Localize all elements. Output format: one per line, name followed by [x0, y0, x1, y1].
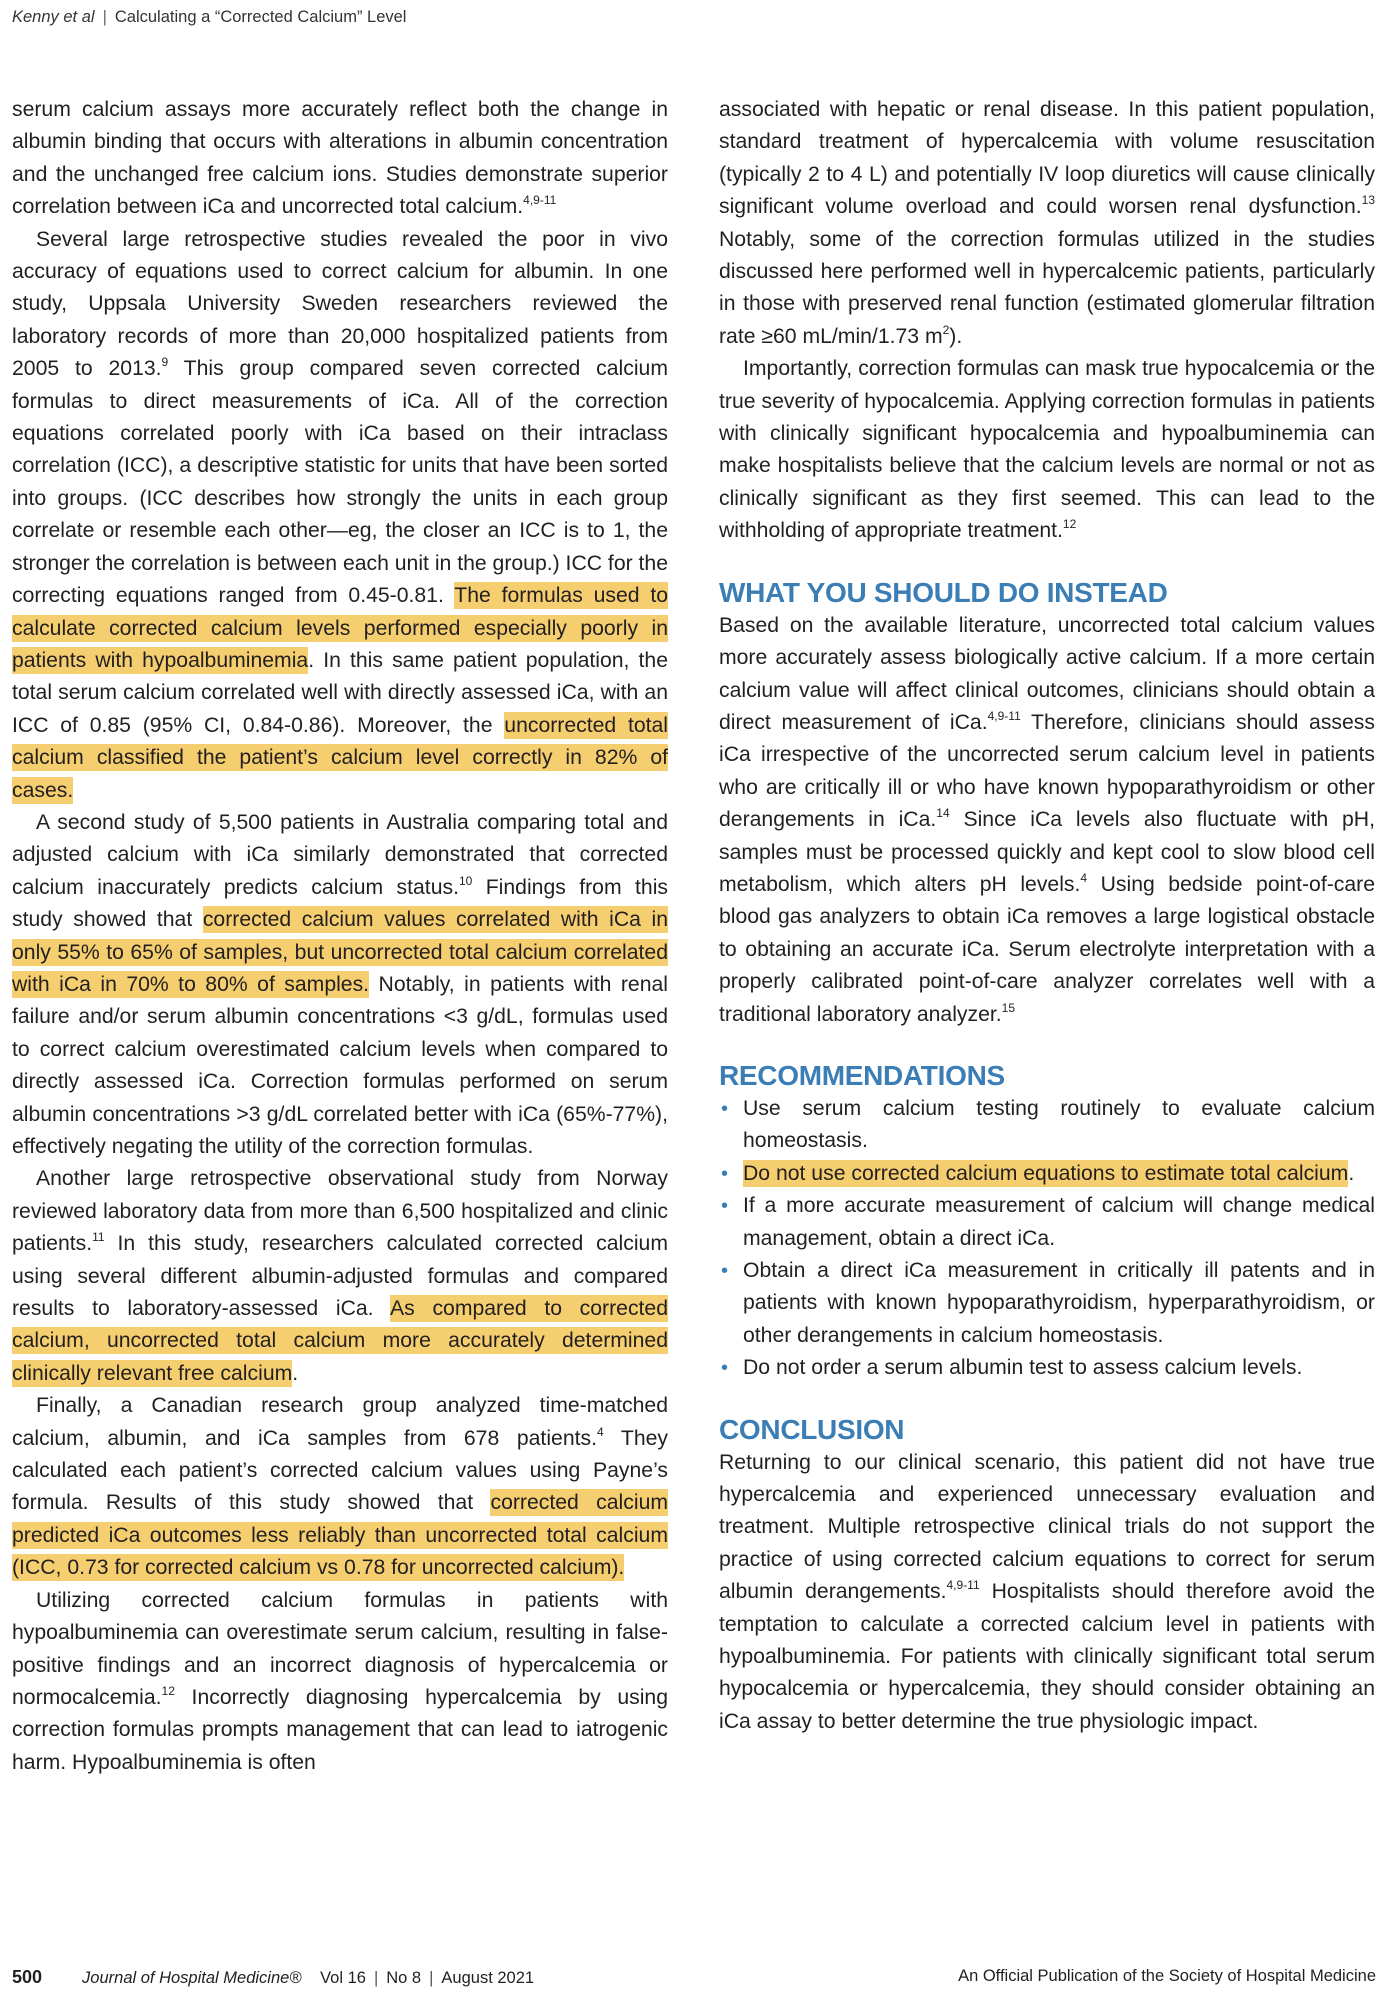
bullet-icon: • [721, 1357, 729, 1380]
highlighted-text: Do not use corrected calcium equations to estimate total calcium [743, 1161, 1349, 1185]
paragraph: A second study of 5,500 patients in Australia comparing total and adjusted calcium with iCa similarly demonstrated that corrected calcium inaccurately predicts calcium status.$^{10}$ Findings from this study showed that corrected calcium values correlated with iCa in only 55% to 65% of samples, but uncorrected total calcium correlated with iCa in 70% to 80% of samples. Notably, in patients with renal failure and/or serum albumin concentrations <3 g/dL, formulas used to correct calcium overestimated calcium levels when compared to directly assessed iCa. Correction formulas performed on serum albumin concentrations >3 g/dL correlated better with iCa (65%-77%), effectively negating the utility of the correction formulas. [12, 810, 669, 1158]
highlighted-text: uncorrected total calcium classified the patient’s calcium level correctly in 82% of cases. [12, 713, 668, 802]
citation: 4,9-11 [946, 1578, 980, 1593]
paragraph: Returning to our clinical scenario, this patient did not have true hypercalcemia and experienced unnecessary evaluation and treatment. Multiple retrospective clinical trials do not support the practice of using corrected calcium equations to correct for serum albumin derangements.$^{4,9-11}$ Hospitalists should therefore avoid the temptation to calculate a corrected calcium level in patients with hypoalbuminemia. For patients with clinically significant total serum hypocalcemia or hypercalcemia, they should consider obtaining an iCa assay to better determine the true physiologic impact. [719, 1450, 1375, 1733]
right-column [719, 94, 1375, 1738]
running-header-authors: Kenny et al [12, 8, 95, 26]
paragraph: Finally, a Canadian research group analyzed time-matched calcium, albumin, and iCa samples from 678 patients.$^4$ They calculated each patient’s corrected calcium values using Payne’s formula. Results of this study showed that corrected calcium predicted iCa outcomes less reliably than uncorrected total calcium (ICC, 0.73 for corrected calcium vs 0.78 for uncorrected calcium). [12, 1394, 668, 1580]
running-header [12, 8, 406, 27]
bullet-icon: • [721, 1162, 729, 1185]
paragraph: Another large retrospective observational study from Norway reviewed laboratory data from more than 6,500 hospitalized and clinic patients.$^{11}$ In this study, researchers calculated corrected calcium using several different albumin-adjusted formulas and compared results to laboratory-assessed iCa. As compared to corrected calcium, uncorrected total calcium more accurately determined clinically relevant free calcium. [12, 1167, 668, 1385]
page-footer [12, 1967, 1376, 1988]
citation: 4 [1080, 870, 1088, 885]
issue-date: August 2021 [441, 1969, 535, 1987]
highlighted-text: The formulas used to calculate corrected calcium levels performed especially poorly in patients with hypoalbuminemia [12, 584, 669, 672]
citation: 4,9-11 [523, 193, 557, 208]
list-item: • Do not use corrected calcium equations to estimate total calcium. [719, 1158, 1375, 1190]
list-item: • Do not order a serum albumin test to assess calcium levels. [719, 1352, 1375, 1384]
citation: 12 [161, 1683, 175, 1698]
page-number: 500 [12, 1967, 43, 1987]
highlighted-text: corrected calcium predicted iCa outcomes less reliably than uncorrected total calcium (ICC, 0.73 for corrected calcium vs 0.78 for uncorrected calcium). [12, 1491, 668, 1580]
highlighted-text: corrected calcium values correlated with iCa in only 55% to 65% of samples, but uncorrected total calcium correlated with iCa in 70% to 80% of samples. [12, 908, 668, 996]
section-heading-what-to-do-instead: WHAT YOU SHOULD DO INSTEAD [719, 576, 1168, 608]
superscript: 2 [942, 322, 950, 337]
citation: 15 [1001, 1000, 1016, 1015]
highlighted-text: As compared to corrected calcium, uncorrected total calcium more accurately determined clinically relevant free calcium [12, 1297, 668, 1385]
running-header-separator: | [102, 8, 107, 26]
citation: 4 [596, 1424, 604, 1439]
paragraph: Importantly, correction formulas can mask true hypocalcemia or the true severity of hypocalcemia. Applying correction formulas in patients with clinically significant hypocalcemia and hypoalbuminemia can make hospitalists believe that the calcium levels are normal or not as clinically significant as they first seemed. This can lead to the withholding of appropriate treatment.$^{12}$ [719, 357, 1375, 543]
citation: 12 [1062, 517, 1077, 532]
citation: 10 [458, 873, 473, 888]
citation: 14 [936, 806, 950, 821]
separator: | [373, 1969, 379, 1987]
bullet-icon: • [721, 1195, 729, 1218]
citation: 9 [161, 355, 169, 370]
list-item: • If a more accurate measurement of calcium will change medical management, obtain a direct iCa. [719, 1190, 1375, 1255]
bullet-icon: • [721, 1260, 729, 1282]
issue: No 8 [386, 1969, 422, 1987]
running-header-title: Calculating a “Corrected Calcium” Level [114, 8, 407, 26]
section-heading-conclusion: CONCLUSION [719, 1413, 905, 1445]
list-item: • Obtain a direct iCa measurement in critically ill patents and in patients with known hypoparathyroidism, hyperparathyroidism, or other derangements in calcium homeostasis. [719, 1255, 1375, 1352]
paragraph: Several large retrospective studies revealed the poor in vivo accuracy of equations used to correct calcium for albumin. In one study, Uppsala University Sweden researchers reviewed the laboratory records of more than 20,000 hospitalized patients from 2005 to 2013.$^9$ This group compared seven corrected calcium formulas to direct measurements of iCa. All of the correction equations correlated poorly with iCa based on their intraclass correlation (ICC), a descriptive statistic for units that have been sorted into groups. (ICC describes how strongly the units in each group correlate or resemble each other—eg, the closer an ICC is to 1, the stronger the correlation is between each unit in the group.) ICC for the correcting equations ranged from 0.45-0.81. The formulas used to calculate corrected calcium levels performed especially poorly in patients with hypoalbuminemia. In this same patient population, the total serum calcium correlated well with directly assessed iCa, with an ICC of 0.85 (95% CI, 0.84-0.86). Moreover, the uncorrected total calcium classified the patient’s calcium level correctly in 82% of cases. [12, 227, 669, 802]
paragraph: Utilizing corrected calcium formulas in patients with hypoalbuminemia can overestimate serum calcium, resulting in false-positive findings and an incorrect diagnosis of hypercalcemia or normocalcemia.$^{12}$ Incorrectly diagnosing hypercalcemia by using correction formulas prompts management that can lead to iatrogenic harm. Hypoalbuminemia is often [12, 1588, 668, 1774]
volume: Vol 16 [320, 1969, 366, 1987]
publisher-note: An Official Publication of the Society of Hospital Medicine [958, 1967, 1376, 1985]
paragraph: Based on the available literature, uncorrected total calcium values more accurately assess biologically active calcium. If a more certain calcium value will affect clinical outcomes, clinicians should obtain a direct measurement of iCa.$^{4,9-11}$ Therefore, clinicians should assess iCa irrespective of the uncorrected serum calcium level in patients who are critically ill or who have known hypoparathyroidism or other derangements in iCa.$^{14}$ Since iCa levels also fluctuate with pH, samples must be processed quickly and kept cool to slow blood cell metabolism, which alters pH levels.$^4$ Using bedside point-of-care blood gas analyzers to obtain iCa removes a large logistical obstacle to obtaining an accurate iCa. Serum electrolyte interpretation with a properly calibrated point-of-care analyzer correlates well with a traditional laboratory analyzer.$^{15}$ [719, 613, 1375, 1026]
left-column [12, 94, 668, 1779]
paragraph: associated with hepatic or renal disease. In this patient population, standard treatment of hypercalcemia with volume resuscitation (typically 2 to 4 L) and potentially IV loop diuretics will cause clinically significant volume overload and could worsen renal dysfunction.$^{13}$ Notably, some of the correction formulas utilized in the studies discussed here performed well in hypercalcemic patients, particularly in those with preserved renal function (estimated glomerular filtration rate ≥60 mL/min/1.73 $m^2$). [719, 98, 1375, 348]
paragraph: serum calcium assays more accurately reflect both the change in albumin binding that occurs with alterations in albumin concentration and the unchanged free calcium ions. Studies demonstrate superior correlation between iCa and uncorrected total calcium.$^{4,9-11}$ [12, 98, 668, 219]
citation: 4,9-11 [987, 708, 1021, 723]
citation: 11 [92, 1230, 105, 1245]
bullet-icon: • [721, 1097, 729, 1120]
citation: 13 [1361, 193, 1375, 208]
separator: | [429, 1969, 434, 1987]
list-item: • Use serum calcium testing routinely to evaluate calcium homeostasis. [719, 1093, 1375, 1158]
journal-name: Journal of Hospital Medicine® [82, 1969, 302, 1987]
section-heading-recommendations: RECOMMENDATIONS [719, 1059, 1005, 1091]
recommendations-list [719, 1093, 1375, 1385]
